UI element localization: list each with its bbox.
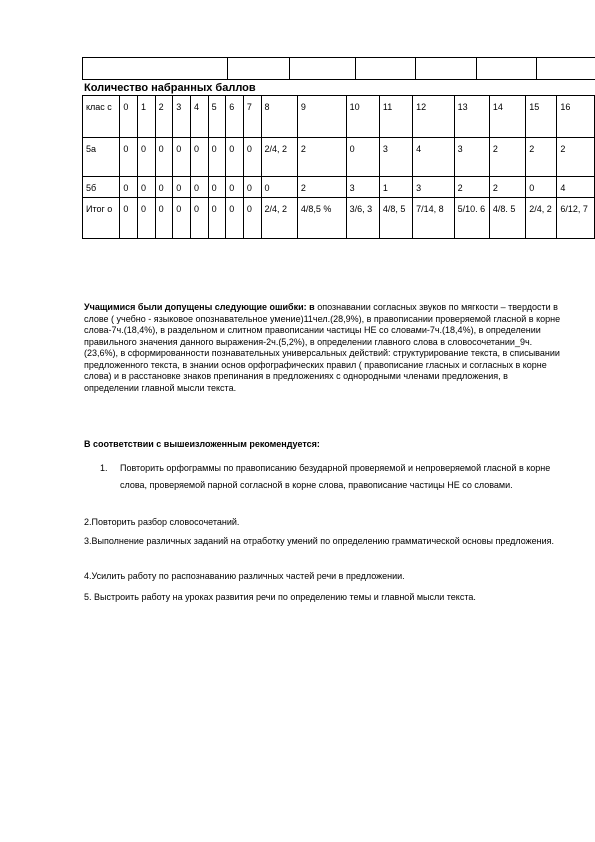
table-cell: 15 [526, 96, 557, 138]
table-cell: 2/4, 2 [526, 198, 557, 239]
table-cell: 0 [173, 198, 191, 239]
table-cell: 0 [208, 177, 226, 198]
table-cell: 0 [226, 177, 244, 198]
table-cell: 2 [297, 177, 346, 198]
table-cell: 0 [243, 177, 261, 198]
recommendation-item-4: 4.Усилить работу по распознаванию различных частей речи в предложении. [84, 571, 405, 581]
table-row [83, 177, 595, 198]
top-strip-cell [83, 58, 228, 80]
errors-text: опознавании согласных звуков по мягкости – твердости в слове ( учебно - языковое опознавательное умение)11чел.(28,9%), в правописании проверяемой гласной в корне слова-7ч.(18,4%), в раздельном и слитном правописании частицы НЕ со словами-7ч.(18,4%), в определении правильного значения данного выражения-2ч.(5,2%), в определении главного слова в словосочетании_9ч.(23,6%), в сформированности познавательных универсальных действий: структурирование текста, в списывании предложенного текста, в знании основ орфографических правил ( правописание гласных и согласных в корне слова) и в расстановке знаков препинания в предложениях с однородными членами предложения, в определении главной мысли текста. [84, 302, 561, 393]
table-cell: 0 [243, 138, 261, 177]
table-cell: 4/8. 5 [489, 198, 525, 239]
table-cell: 0 [120, 198, 138, 239]
top-strip-cell [290, 58, 356, 80]
table-cell: 2 [526, 138, 557, 177]
recommendation-item-3: 3.Выполнение различных заданий на отработку умений по определению грамматической основы предложения. [84, 536, 555, 546]
table-cell: 0 [190, 177, 208, 198]
table-cell: 3 [379, 138, 412, 177]
table-cell: 0 [190, 138, 208, 177]
row-label-cell: 5б [83, 177, 120, 198]
table-cell: 3 [413, 177, 455, 198]
table-cell: 14 [489, 96, 525, 138]
table-cell: 4 [413, 138, 455, 177]
table-cell: 2 [155, 96, 173, 138]
table-cell: 9 [297, 96, 346, 138]
table-cell: 0 [155, 177, 173, 198]
table-cell: 4 [190, 96, 208, 138]
top-strip-cell [228, 58, 290, 80]
table-cell: 7/14, 8 [413, 198, 455, 239]
top-strip-cell [477, 58, 537, 80]
table-cell: 0 [120, 177, 138, 198]
table-header-row [83, 96, 595, 138]
table-cell: 0 [226, 198, 244, 239]
table-cell: 1 [138, 96, 156, 138]
recommendation-item-5: 5. Выстроить работу на уроках развития речи по определению темы и главной мысли текста. [84, 592, 476, 602]
recommendation-item-2: 2.Повторить разбор словосочетаний. [84, 517, 240, 527]
table-cell: 0 [208, 198, 226, 239]
table-cell: 0 [173, 138, 191, 177]
table-cell: 0 [346, 138, 379, 177]
table-cell: 3 [454, 138, 489, 177]
table-cell: 1 [379, 177, 412, 198]
table-cell: 4 [557, 177, 595, 198]
table-cell: 0 [138, 138, 156, 177]
table-cell: 6 [226, 96, 244, 138]
table-cell: 2/4, 2 [261, 138, 297, 177]
table-cell: 0 [155, 138, 173, 177]
table-cell: 2 [557, 138, 595, 177]
table-cell: 11 [379, 96, 412, 138]
list-item-number: 1. [100, 463, 108, 473]
top-table-strip [82, 57, 595, 80]
table-cell: 0 [120, 138, 138, 177]
top-strip-cell [356, 58, 416, 80]
table-cell: 0 [261, 177, 297, 198]
top-strip-cell [416, 58, 477, 80]
row-label-cell: Итог о [83, 198, 120, 239]
table-cell: 5 [208, 96, 226, 138]
scores-table [82, 95, 595, 239]
recommend-heading: В соответствии с вышеизложенным рекомендуется: [84, 439, 320, 449]
errors-paragraph [84, 302, 564, 394]
errors-lead: Учащимися были допущены следующие ошибки: в [84, 302, 315, 312]
table-cell: 2/4, 2 [261, 198, 297, 239]
table-cell: 12 [413, 96, 455, 138]
table-cell: 0 [138, 177, 156, 198]
table-cell: 2 [297, 138, 346, 177]
list-item [100, 460, 560, 494]
row-label-cell: 5а [83, 138, 120, 177]
row-label-cell: клас с [83, 96, 120, 138]
table-cell: 0 [190, 198, 208, 239]
table-cell: 8 [261, 96, 297, 138]
list-item-text: Повторить орфограммы по правописанию безударной проверяемой и непроверяемой гласной в корне слова, проверяемой парной согласной в корне слова, правописание частицы НЕ со словами. [120, 463, 551, 490]
table-cell: 2 [489, 177, 525, 198]
table-cell: 10 [346, 96, 379, 138]
table-cell: 3/6, 3 [346, 198, 379, 239]
table-cell: 0 [226, 138, 244, 177]
table-cell: 0 [243, 198, 261, 239]
table-cell: 3 [346, 177, 379, 198]
top-strip-row [83, 58, 595, 80]
table-cell: 3 [173, 96, 191, 138]
table-cell: 0 [120, 96, 138, 138]
table-cell: 13 [454, 96, 489, 138]
table-cell: 16 [557, 96, 595, 138]
table-cell: 2 [489, 138, 525, 177]
table-cell: 5/10. 6 [454, 198, 489, 239]
table-cell: 6/12, 7 [557, 198, 595, 239]
table-cell: 0 [173, 177, 191, 198]
table-row [83, 138, 595, 177]
table-cell: 2 [454, 177, 489, 198]
table-cell: 0 [208, 138, 226, 177]
table-cell: 0 [138, 198, 156, 239]
recommendation-list [100, 460, 560, 494]
table-cell: 7 [243, 96, 261, 138]
top-strip-cell [537, 58, 595, 80]
table-cell: 0 [526, 177, 557, 198]
table-cell: 4/8,5 % [297, 198, 346, 239]
table-row [83, 198, 595, 239]
table-cell: 0 [155, 198, 173, 239]
table-cell: 4/8, 5 [379, 198, 412, 239]
section-title: Количество набранных баллов [84, 82, 256, 94]
